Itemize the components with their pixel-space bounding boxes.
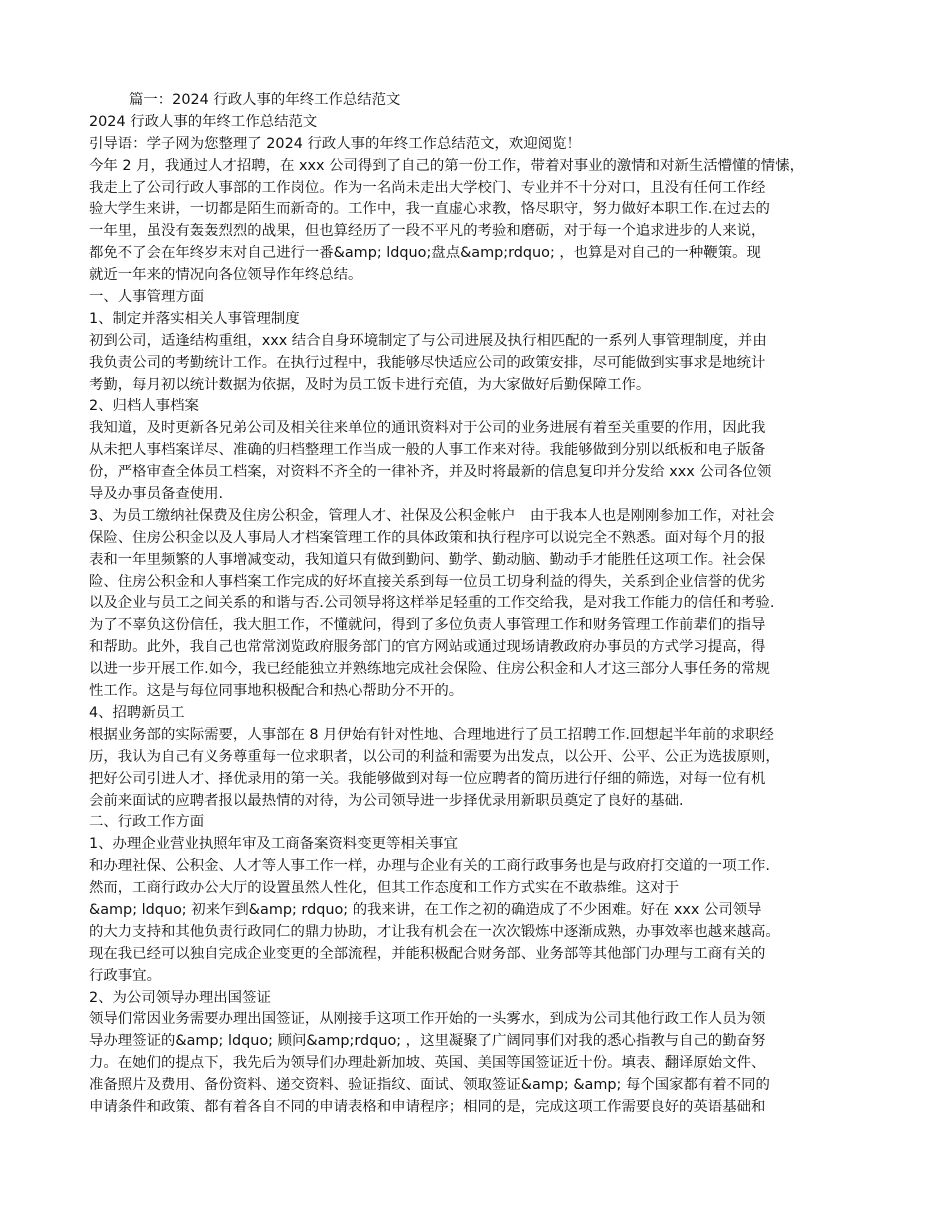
text-line: 性工作。这是与每位同事地积极配合和热心帮助分不开的。 <box>89 683 464 700</box>
text-line: 申请条件和政策、都有着各自不同的申请表格和申请程序；相同的是，完成这项工作需要良好的英语基础和 <box>89 1098 766 1115</box>
text-line: &amp; ldquo; 初来乍到&amp; rdquo; 的我来讲，在工作之初的确造成了不少困难。好在 xxx 公司领导 <box>89 901 762 918</box>
text-line: 以进一步开展工作.如今，我已经能独立并熟练地完成社会保险、住房公积金和人才这三部分人事任务的常规 <box>89 661 770 678</box>
text-line: 3、为员工缴纳社保费及住房公积金，管理人才、社保及公积金帐户 由于我本人也是刚刚参加工作，对社会 <box>89 507 775 524</box>
text-line: 引导语：学子网为您整理了 2024 行政人事的年终工作总结范文，欢迎阅览！ <box>89 135 581 152</box>
text-line: 根据业务部的实际需要，人事部在 8 月伊始有针对性地、合理地进行了员工招聘工作.回想起半年前的求职经 <box>89 726 774 743</box>
text-line: 我知道，及时更新各兄弟公司及相关往来单位的通讯资料对于公司的业务进展有着至关重要的作用，因此我 <box>89 420 766 437</box>
text-line: 2、归档人事档案 <box>89 398 199 415</box>
text-line: 和办理社保、公积金、人才等人事工作一样，办理与企业有关的工商行政事务也是与政府打交道的一项工作. <box>89 858 770 875</box>
text-line: 准备照片及费用、备份资料、递交资料、验证指纹、面试、领取签证&amp; &amp; 每个国家都有着不同的 <box>89 1077 770 1094</box>
text-line: 以及企业与员工之间关系的和谐与否.公司领导将这样举足轻重的工作交给我，是对我工作能力的信任和考验. <box>89 595 775 612</box>
text-line: 为了不辜负这份信任，我大胆工作，不懂就问，得到了多位负责人事管理工作和财务管理工作前辈们的指导 <box>89 617 766 634</box>
text-line: 2、为公司领导办理出国签证 <box>89 989 271 1006</box>
text-line: 力。在她们的提点下，我先后为领导们办理赴新加坡、英国、美国等国签证近十份。填表、翻译原始文件、 <box>89 1055 766 1072</box>
text-line: 把好公司引进人才、择优录用的第一关。我能够做到对每一位应聘者的简历进行仔细的筛选，对每一位有机 <box>89 770 766 787</box>
text-line: 1、办理企业营业执照年审及工商备案资料变更等相关事宜 <box>89 836 458 853</box>
text-line: 份，严格审查全体员工档案，对资料不齐全的一律补齐，并及时将最新的信息复印并分发给 xxx 公司各位领 <box>89 464 772 481</box>
document-body <box>89 90 864 1119</box>
text-line: 2024 行政人事的年终工作总结范文 <box>89 113 318 130</box>
text-line: 然而，工商行政办公大厅的设置虽然人性化，但其工作态度和工作方式实在不敢恭维。这对于 <box>89 880 680 897</box>
text-line: 考勤，每月初以统计数据为依据，及时为员工饭卡进行充值，为大家做好后勤保障工作。 <box>89 376 651 393</box>
text-line: 导办理签证的&amp; ldquo; 顾问&amp;rdquo; ，这里凝聚了广阔同事们对我的悉心指教与自己的勤奋努 <box>89 1033 766 1050</box>
text-line: 1、制定并落实相关人事管理制度 <box>89 310 300 327</box>
text-line: 领导们常因业务需要办理出国签证，从刚接手这项工作开始的一头雾水，到成为公司其他行政工作人员为领 <box>89 1011 766 1028</box>
text-line: 4、招聘新员工 <box>89 704 185 721</box>
text-line: 一年里，虽没有轰轰烈烈的战果，但也算经历了一段不平凡的考验和磨砺，对于每一个追求进步的人来说， <box>89 223 766 240</box>
text-line: 初到公司，适逢结构重组，xxx 结合自身环境制定了与公司进展及执行相匹配的一系列人事管理制度，并由 <box>89 332 767 349</box>
text-line: 表和一年里频繁的人事增减变动，我知道只有做到勤问、勤学、勤动脑、勤动手才能胜任这项工作。社会保 <box>89 551 766 568</box>
document-title-line: 篇一：2024 行政人事的年终工作总结范文 <box>129 92 401 108</box>
text-line: 我走上了公司行政人事部的工作岗位。作为一名尚未走出大学校门、专业并不十分对口，且没有任何工作经 <box>89 179 766 196</box>
text-line: 一、人事管理方面 <box>89 289 205 306</box>
text-line: 会前来面试的应聘者报以最热情的对待，为公司领导进一步择优录用新职员奠定了良好的基础. <box>89 792 684 809</box>
text-line: 都免不了会在年终岁末对自己进行一番&amp; ldquo;盘点&amp;rdquo; ，也算是对自己的一种鞭策。现 <box>89 245 761 262</box>
text-line: 历，我认为自己有义务尊重每一位求职者，以公司的利益和需要为出发点，以公开、公平、公正为选拔原则， <box>89 748 780 765</box>
text-line: 验大学生来讲，一切都是陌生而新奇的。工作中，我一直虚心求教，恪尽职守，努力做好本职工作.在过去的 <box>89 201 770 218</box>
text-line: 现在我已经可以独自完成企业变更的全部流程，并能积极配合财务部、业务部等其他部门办理与工商有关的 <box>89 945 766 962</box>
text-line: 的大力支持和其他负责行政同仁的鼎力协助，才让我有机会在一次次锻炼中逐渐成熟，办事效率也越来越高。 <box>89 923 780 940</box>
text-line: 二、行政工作方面 <box>89 814 205 831</box>
text-line: 从未把人事档案详尽、准确的归档整理工作当成一般的人事工作来对待。我能够做到分别以纸板和电子版备 <box>89 442 766 459</box>
text-line: 我负责公司的考勤统计工作。在执行过程中，我能够尽快适应公司的政策安排，尽可能做到实事求是地统计 <box>89 354 766 371</box>
text-line: 行政事宜。 <box>89 967 161 984</box>
text-line: 就近一年来的情况向各位领导作年终总结。 <box>89 267 363 284</box>
text-line: 和帮助。此外，我自己也常常浏览政府服务部门的官方网站或通过现场请教政府办事员的方式学习提高，得 <box>89 639 766 656</box>
text-line: 保险、住房公积金以及人事局人才档案管理工作的具体政策和执行程序可以说完全不熟悉。面对每个月的报 <box>89 529 766 546</box>
text-line: 今年 2 月，我通过人才招聘，在 xxx 公司得到了自己的第一份工作，带着对事业的激情和对新生活懵懂的情愫， <box>89 157 804 174</box>
text-line: 险、住房公积金和人事档案工作完成的好坏直接关系到每一位员工切身利益的得失，关系到企业信誉的优劣 <box>89 573 766 590</box>
text-line: 导及办事员备查使用. <box>89 486 224 503</box>
